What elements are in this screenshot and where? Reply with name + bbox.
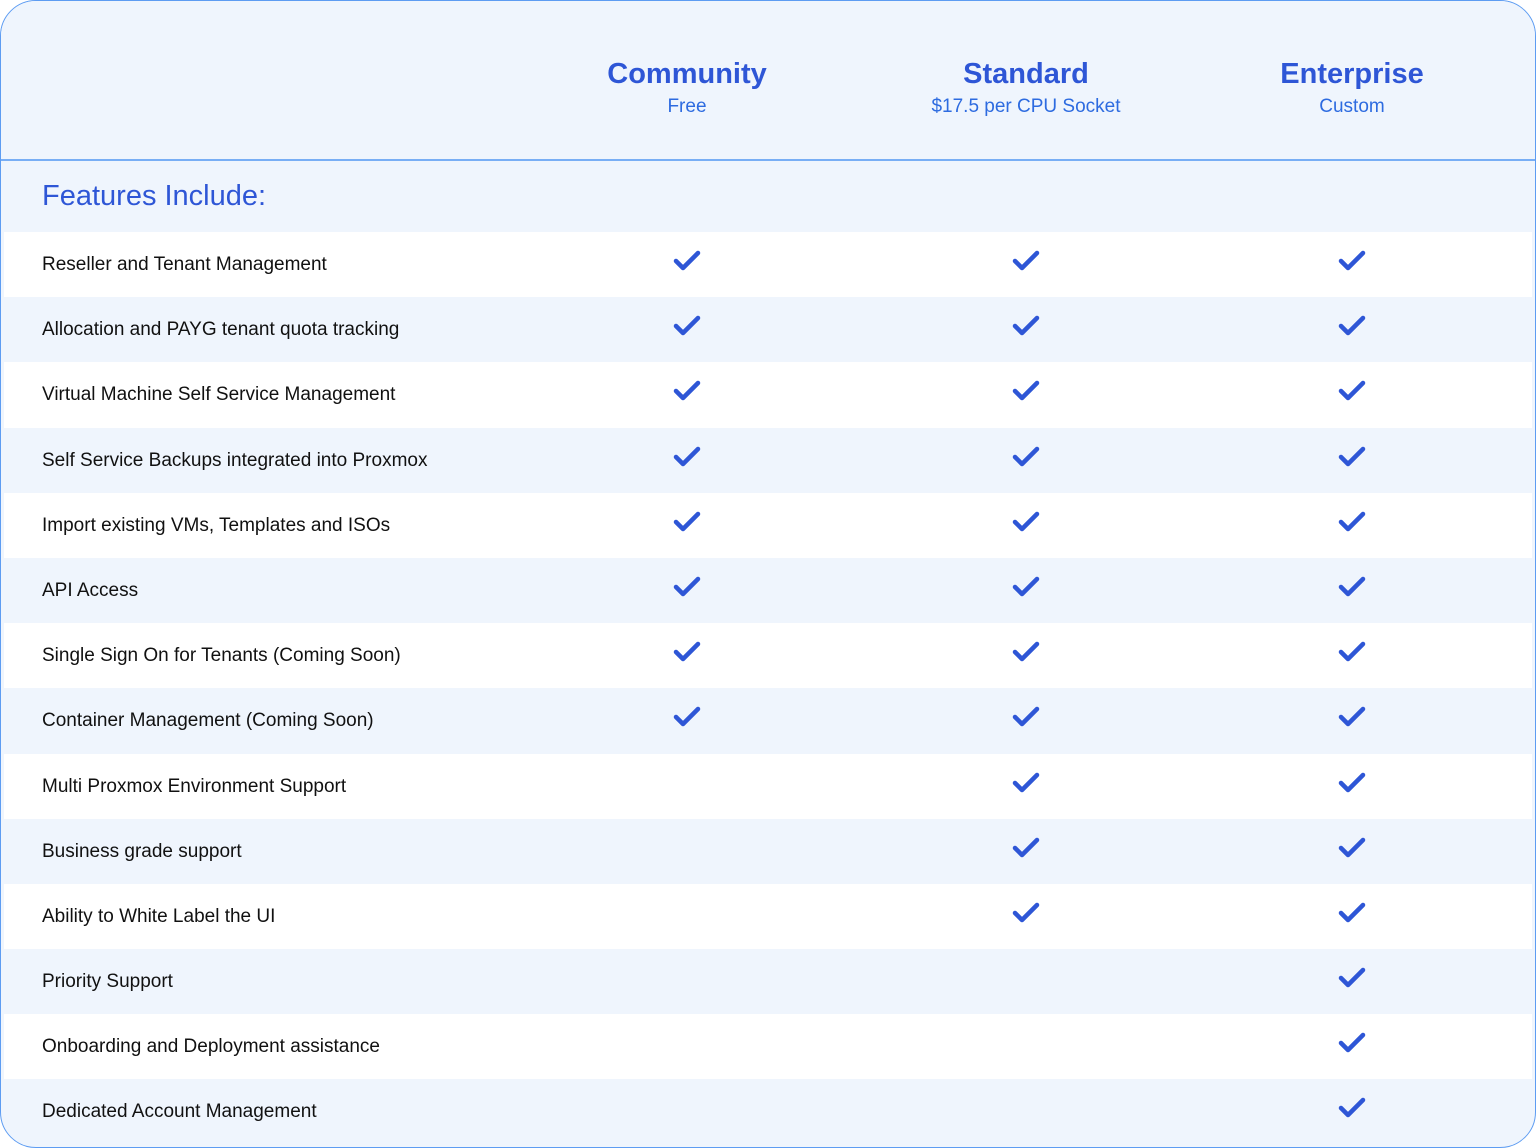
feature-label: Dedicated Account Management xyxy=(42,1101,317,1123)
feature-row xyxy=(4,754,1532,819)
check-icon xyxy=(1337,1031,1367,1055)
check-icon xyxy=(1337,901,1367,925)
feature-label: Priority Support xyxy=(42,971,173,993)
check-icon xyxy=(672,640,702,664)
check-icon xyxy=(1337,510,1367,534)
check-icon xyxy=(672,314,702,338)
feature-row xyxy=(4,1079,1532,1144)
feature-row xyxy=(4,949,1532,1014)
check-icon xyxy=(672,575,702,599)
check-icon xyxy=(1337,445,1367,469)
check-icon xyxy=(672,379,702,403)
feature-label: Import existing VMs, Templates and ISOs xyxy=(42,514,391,536)
check-icon xyxy=(672,705,702,729)
check-icon xyxy=(1011,640,1041,664)
feature-row xyxy=(4,493,1532,558)
plan-name: Community xyxy=(607,58,767,90)
check-icon xyxy=(1337,1096,1367,1120)
plan-price: $17.5 per CPU Socket xyxy=(931,96,1121,117)
check-icon xyxy=(1011,705,1041,729)
feature-label: Ability to White Label the UI xyxy=(42,905,276,927)
plan-price: Custom xyxy=(1319,96,1385,117)
plan-name: Standard xyxy=(963,58,1089,90)
feature-label: API Access xyxy=(42,579,139,601)
check-icon xyxy=(1337,575,1367,599)
check-icon xyxy=(1011,379,1041,403)
feature-row xyxy=(4,428,1532,493)
feature-label: Virtual Machine Self Service Management xyxy=(42,384,396,406)
plan-standard xyxy=(876,56,1176,118)
feature-row xyxy=(4,819,1532,884)
check-icon xyxy=(1337,249,1367,273)
plan-price: Free xyxy=(667,96,707,117)
check-icon xyxy=(1337,836,1367,860)
feature-label: Multi Proxmox Environment Support xyxy=(42,775,347,797)
check-icon xyxy=(1337,379,1367,403)
feature-row xyxy=(4,297,1532,362)
features-heading: Features Include: xyxy=(42,180,267,212)
check-icon xyxy=(1011,314,1041,338)
feature-row xyxy=(4,1014,1532,1079)
check-icon xyxy=(1337,771,1367,795)
feature-rows xyxy=(4,232,1532,1145)
feature-label: Allocation and PAYG tenant quota tracking xyxy=(42,319,400,341)
feature-label: Container Management (Coming Soon) xyxy=(42,710,374,732)
feature-row xyxy=(4,688,1532,753)
check-icon xyxy=(1011,510,1041,534)
check-icon xyxy=(1011,771,1041,795)
features-heading-band xyxy=(1,162,1535,232)
plan-enterprise xyxy=(1202,56,1502,118)
feature-label: Business grade support xyxy=(42,840,242,862)
feature-row xyxy=(4,623,1532,688)
check-icon xyxy=(1337,966,1367,990)
plan-community xyxy=(537,56,837,118)
check-icon xyxy=(672,445,702,469)
feature-row xyxy=(4,884,1532,949)
check-icon xyxy=(1011,249,1041,273)
plan-name: Enterprise xyxy=(1280,58,1424,90)
check-icon xyxy=(672,249,702,273)
check-icon xyxy=(1011,445,1041,469)
feature-row xyxy=(4,362,1532,427)
plans-header xyxy=(1,1,1535,161)
feature-label: Onboarding and Deployment assistance xyxy=(42,1036,380,1058)
check-icon xyxy=(1011,836,1041,860)
check-icon xyxy=(1011,901,1041,925)
check-icon xyxy=(1337,640,1367,664)
feature-label: Single Sign On for Tenants (Coming Soon) xyxy=(42,645,401,667)
check-icon xyxy=(1337,314,1367,338)
feature-row xyxy=(4,558,1532,623)
feature-label: Reseller and Tenant Management xyxy=(42,254,327,275)
check-icon xyxy=(1011,575,1041,599)
feature-row xyxy=(4,232,1532,297)
check-icon xyxy=(1337,705,1367,729)
check-icon xyxy=(672,510,702,534)
feature-label: Self Service Backups integrated into Proxmox xyxy=(42,449,428,471)
